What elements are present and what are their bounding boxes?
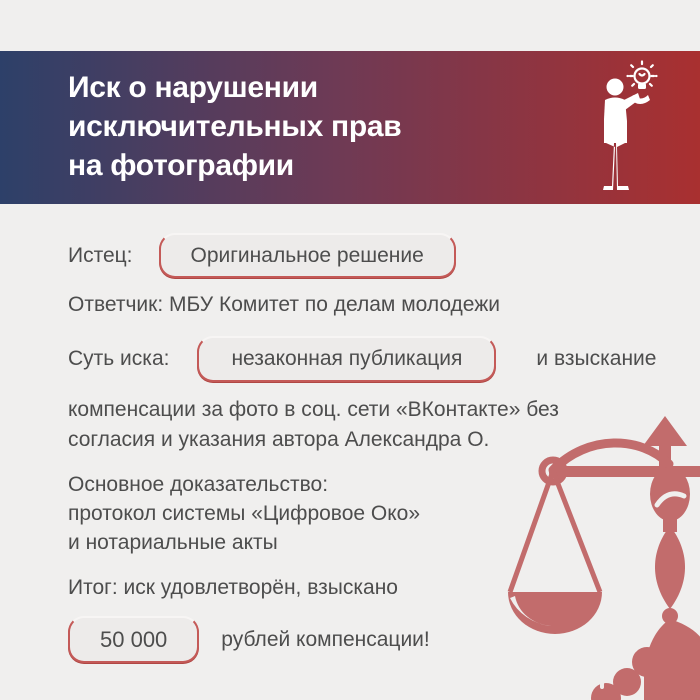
man-with-lightbulb-icon xyxy=(592,59,658,199)
plaintiff-label: Истец: xyxy=(68,243,133,267)
amount-suffix: рублей компенсации! xyxy=(221,627,430,651)
claim-continuation xyxy=(68,395,559,455)
claim-continuation-line: компенсации за фото в соц. сети «ВКонтакте» без xyxy=(68,398,559,421)
title-line: на фотографии xyxy=(68,149,294,182)
evidence-line: Основное доказательство: xyxy=(68,473,329,496)
plaintiff-chip: Оригинальное решение xyxy=(159,233,456,278)
claim-suffix: и взыскание xyxy=(536,347,657,370)
amount-chip: 50 000 xyxy=(68,616,199,663)
page-title xyxy=(68,68,401,185)
evidence-line: и нотариальные акты xyxy=(68,531,278,554)
title-line: Иск о нарушении xyxy=(68,71,318,104)
claim-chip: незаконная публикация xyxy=(197,336,496,382)
claim-label: Суть иска: xyxy=(68,347,170,370)
scales-of-justice-illustration xyxy=(493,410,700,700)
outcome-line: Итог: иск удовлетворён, взыскано xyxy=(68,576,398,599)
defendant-line: Ответчик: МБУ Комитет по делам молодежи xyxy=(68,293,501,316)
plaintiff-row xyxy=(68,233,456,278)
title-line: исключительных прав xyxy=(68,110,402,143)
evidence-line: протокол системы «Цифровое Око» xyxy=(68,502,421,525)
amount-row xyxy=(68,616,430,663)
evidence-block xyxy=(68,470,420,557)
title-banner xyxy=(0,51,700,204)
claim-continuation-line: согласия и указания автора Александра О. xyxy=(68,428,490,451)
claim-row xyxy=(68,336,656,382)
